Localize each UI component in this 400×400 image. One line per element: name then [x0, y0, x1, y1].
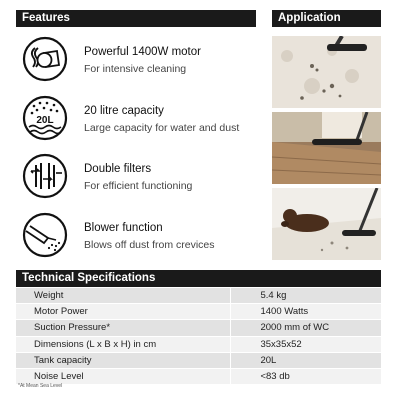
- table-row: [16, 352, 381, 368]
- application-image-floor: [272, 112, 381, 184]
- motor-icon: [22, 36, 68, 82]
- spec-label: Noise Level: [16, 368, 231, 384]
- specifications-table: [16, 288, 381, 385]
- table-row: [16, 304, 381, 320]
- feature-title: Blower function: [84, 222, 163, 234]
- technical-specifications-header: Technical Specifications: [16, 270, 381, 287]
- features-header: Features: [16, 10, 256, 27]
- spec-value: <83 db: [231, 368, 381, 384]
- spec-label: Tank capacity: [16, 352, 231, 368]
- feature-blower: [16, 212, 256, 262]
- spec-label: Dimensions (L x B x H) in cm: [16, 336, 231, 352]
- feature-capacity: [16, 95, 256, 145]
- feature-description: For intensive cleaning: [84, 63, 187, 75]
- table-row: [16, 288, 381, 304]
- feature-title: Powerful 1400W motor: [84, 46, 201, 58]
- application-image-carpet: [272, 36, 381, 108]
- spec-value: 5.4 kg: [231, 288, 381, 304]
- svg-text:20L: 20L: [36, 115, 54, 126]
- feature-description: Large capacity for water and dust: [84, 122, 240, 134]
- table-row: [16, 368, 381, 384]
- spec-value: 2000 mm of WC: [231, 320, 381, 336]
- spec-label: Motor Power: [16, 304, 231, 320]
- spec-value: 1400 Watts: [231, 304, 381, 320]
- feature-description: For efficient functioning: [84, 180, 193, 192]
- filter-icon: [22, 153, 68, 199]
- feature-title: Double filters: [84, 163, 152, 175]
- spec-value: 35x35x52: [231, 336, 381, 352]
- table-row: [16, 336, 381, 352]
- table-row: [16, 320, 381, 336]
- spec-label: Suction Pressure*: [16, 320, 231, 336]
- 20l-capacity-icon: [22, 95, 68, 141]
- blower-icon: [22, 212, 68, 258]
- application-image-dog: [272, 188, 381, 260]
- spec-value: 20L: [231, 352, 381, 368]
- feature-description: Blows off dust from crevices: [84, 239, 215, 251]
- feature-motor: [16, 36, 256, 86]
- spec-label: Weight: [16, 288, 231, 304]
- feature-filters: [16, 153, 256, 203]
- footnote: *At Mean Sea Level: [18, 383, 63, 389]
- feature-title: 20 litre capacity: [84, 105, 164, 117]
- application-header: Application: [272, 10, 381, 27]
